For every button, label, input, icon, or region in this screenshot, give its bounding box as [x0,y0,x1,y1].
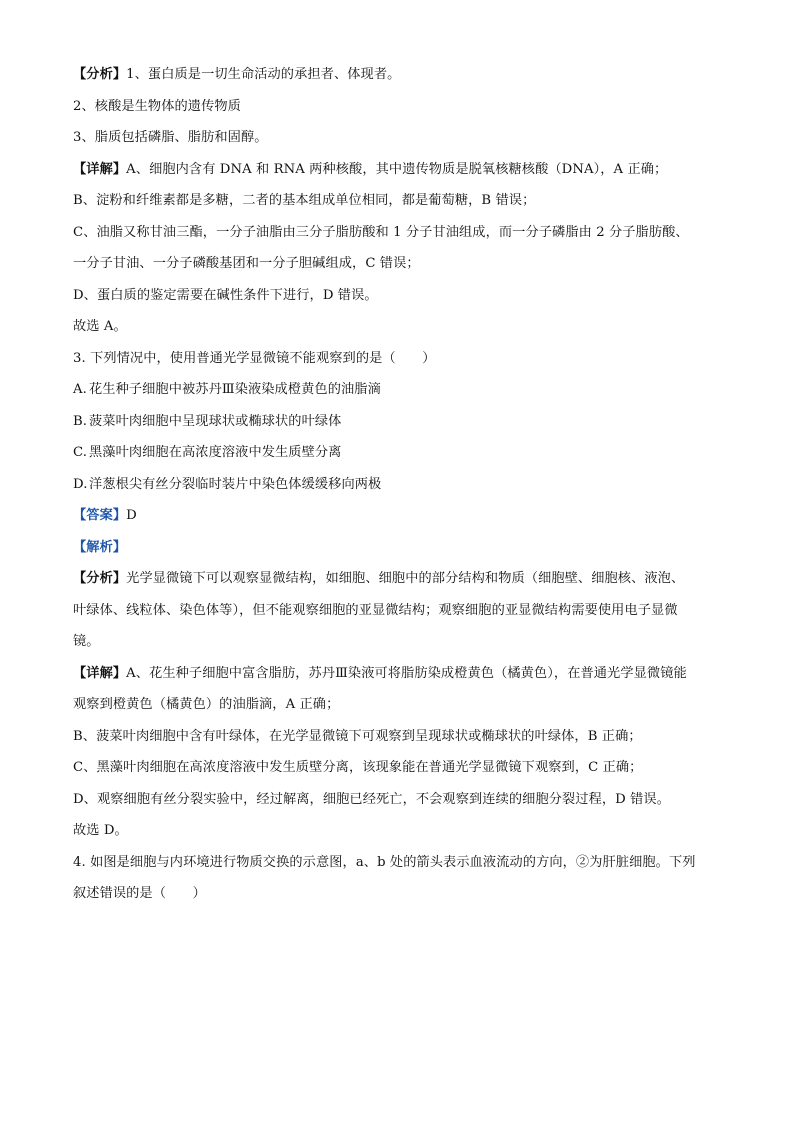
detail-line-a [73,159,723,191]
answer-value: D [126,508,137,523]
q3-detail-line-d: D、观察细胞有丝分裂实验中，经过解离，细胞已经死亡，不会观察到连续的细胞分裂过程，D 错误。 [73,791,670,807]
question-3-option-b [73,411,723,443]
q3-analysis-line-2: 叶绿体、线粒体、染色体等），但不能观察细胞的亚显微结构；观察细胞的亚显微结构需要使用电子显微 [73,602,678,618]
option-text: 菠菜叶肉细胞中呈现球状或椭球状的叶绿体 [89,413,342,429]
detail-tag: 【详解】 [73,665,127,681]
analysis-tag: 【分析】 [73,67,127,82]
question-3-option-d [73,474,723,506]
answer-line [73,505,723,537]
answer-tag: 【答案】 [73,508,127,523]
option-letter: D. [73,476,88,492]
analysis-line-3: 3、脂质包括磷脂、脂肪和固醇。 [73,130,268,145]
q3-detail-text-a1: A、花生种子细胞中富含脂肪，苏丹Ⅲ染液可将脂肪染成橙黄色（橘黄色），在普通光学显微镜能 [126,665,687,681]
q3-analysis-line-1 [73,568,723,600]
detail-line-c1: C、油脂又称甘油三酯，一分子油脂由三分子脂肪酸和 1 分子甘油组成，而一分子磷脂由 2 分子脂肪酸、 [73,224,689,240]
q3-choose-line: 故选 D。 [73,823,128,838]
question-4-stem-line-2: 叙述错误的是（ ） [73,886,206,901]
question-3-stem: 3. 下列情况中，使用普通光学显微镜不能观察到的是（ ） [73,350,436,366]
analysis-tag: 【分析】 [73,571,127,586]
choose-line-1: 故选 A。 [73,319,127,334]
question-4-stem-line-1: 4. 如图是细胞与内环境进行物质交换的示意图，a、b 处的箭头表示血液流动的方向，②为肝脏细胞。下列 [73,854,696,870]
question-3-option-c [73,442,723,474]
option-text: 黑藻叶肉细胞在高浓度溶液中发生质壁分离 [89,445,342,460]
q3-detail-line-a2: 观察到橙黄色（橘黄色）的油脂滴，A 正确； [73,697,340,712]
q3-detail-line-b: B、菠菜叶肉细胞中含有叶绿体，在光学显微镜下可观察到呈现球状或椭球状的叶绿体，B 正确； [73,728,642,744]
analysis-line-2: 2、核酸是生物体的遗传物质 [73,98,241,114]
q3-detail-line-a1 [73,663,723,695]
analysis-text-1: 1、蛋白质是一切生命活动的承担者、体现者。 [126,67,401,82]
q3-detail-line-c: C、黑藻叶肉细胞在高浓度溶液中发生质壁分离，该现象能在普通光学显微镜下观察到，C 正确； [73,760,643,775]
option-text: 花生种子细胞中被苏丹Ⅲ染液染成橙黄色的油脂滴 [89,382,381,397]
detail-tag: 【详解】 [73,161,127,177]
option-letter: C. [73,445,88,460]
question-3-option-a [73,379,723,411]
q3-analysis-line-3: 镜。 [73,634,100,649]
detail-text-a: A、细胞内含有 DNA 和 RNA 两种核酸，其中遗传物质是脱氧核糖核酸（DNA），A 正确； [126,161,668,177]
analysis-line-1 [73,64,723,96]
detail-line-c2: 一分子甘油、一分子磷酸基团和一分子胆碱组成，C 错误； [73,256,420,271]
option-letter: A. [73,382,87,397]
jiexi-tag: 【解析】 [73,539,127,555]
option-text: 洋葱根尖有丝分裂临时装片中染色体缓缓移向两极 [89,476,382,492]
detail-line-d: D、蛋白质的鉴定需要在碱性条件下进行，D 错误。 [73,287,378,303]
q3-analysis-text-1: 光学显微镜下可以观察显微结构，如细胞、细胞中的部分结构和物质（细胞壁、细胞核、液泡、 [126,571,685,586]
jiexi-line [73,537,723,569]
detail-line-b: B、淀粉和纤维素都是多糖，二者的基本组成单位相同，都是葡萄糖，B 错误； [73,193,536,208]
option-letter: B. [73,413,88,429]
document-content [73,64,723,915]
